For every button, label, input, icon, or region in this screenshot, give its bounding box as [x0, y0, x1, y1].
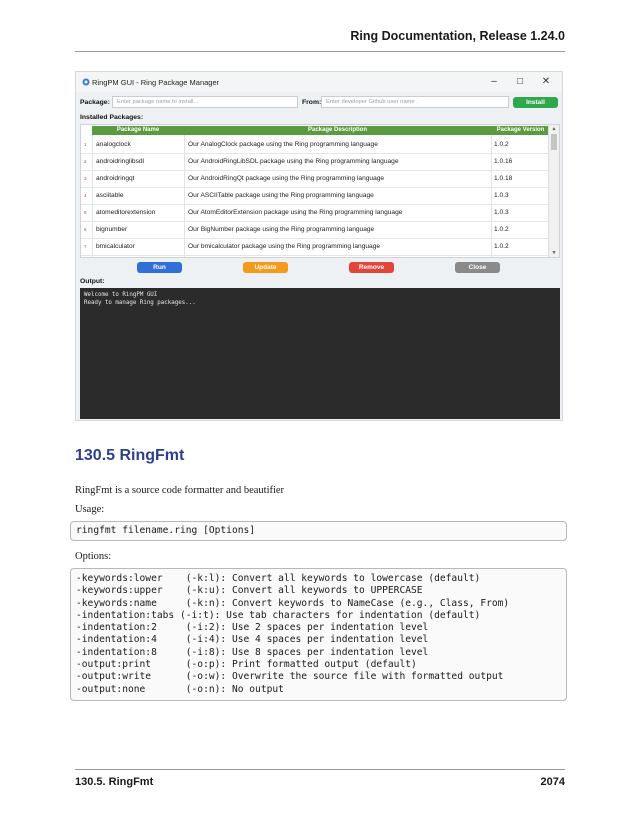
- options-label: Options:: [75, 551, 112, 562]
- package-name: androidringqt: [96, 175, 135, 182]
- options-code-block: [70, 568, 567, 701]
- code-line: -keywords:upper (-k:u): Convert all keywords to UPPERCASE: [76, 585, 423, 597]
- code-line: -keywords:lower (-k:l): Convert all keywords to lowercase (default): [76, 573, 481, 584]
- install-button[interactable]: Install: [513, 97, 558, 108]
- row-number: 2: [84, 159, 87, 164]
- table-scrollbar[interactable]: [548, 125, 559, 257]
- maximize-icon[interactable]: □: [516, 76, 524, 87]
- col-package-description[interactable]: Package Description: [307, 127, 368, 133]
- package-version: 1.0.2: [494, 243, 509, 250]
- scroll-up-icon[interactable]: ▲: [551, 126, 557, 132]
- row-number: 1: [84, 142, 87, 147]
- package-version: 1.0.18: [494, 175, 513, 182]
- remove-button[interactable]: Remove: [349, 262, 394, 273]
- close-button[interactable]: Close: [455, 262, 500, 273]
- package-description: Our AnalogClock package using the Ring programming language: [188, 141, 378, 148]
- code-line: -indentation:8 (-i:8): Use 8 spaces per indentation level: [76, 646, 429, 658]
- col-package-version[interactable]: Package Version: [496, 127, 545, 133]
- row-number: 5: [84, 210, 87, 215]
- header-title: Ring Documentation, Release 1.24.0: [350, 29, 565, 43]
- code-line: -output:write (-o:w): Overwrite the source file with formatted output: [76, 671, 504, 683]
- package-name: atomeditorextension: [96, 209, 156, 216]
- page-footer: [75, 769, 565, 788]
- section-heading: 130.5 RingFmt: [75, 447, 185, 464]
- package-description: Our AndroidRingLibSDL package using the Ring programming language: [188, 158, 399, 165]
- table-header: [92, 126, 550, 135]
- table-row[interactable]: [81, 238, 550, 256]
- close-window-icon[interactable]: ✕: [541, 76, 551, 87]
- window-title: RingPM GUI - Ring Package Manager: [92, 78, 220, 87]
- title-bar: [76, 72, 562, 92]
- table-row[interactable]: [81, 170, 550, 188]
- package-name: bmicalculator: [96, 243, 135, 250]
- scroll-down-icon[interactable]: ▼: [551, 250, 557, 256]
- console-line: Ready to manage Ring packages...: [84, 300, 196, 306]
- package-description: Our ASCIITable package using the Ring programming language: [188, 192, 374, 199]
- code-line: ringfmt filename.ring [Options]: [76, 525, 256, 536]
- intro-text: RingFmt is a source code formatter and beautifier: [75, 485, 285, 496]
- code-line: -indentation:tabs (-i:t): Use tab characters for indentation (default): [76, 609, 481, 621]
- page-number: 2074: [540, 776, 565, 788]
- code-line: -keywords:name (-k:n): Convert keywords to NameCase (e.g., Class, From): [76, 597, 510, 609]
- app-icon: [82, 78, 90, 86]
- package-version: 1.0.2: [494, 226, 509, 233]
- installed-packages-label: Installed Packages:: [80, 114, 144, 121]
- package-name: asciitable: [96, 192, 124, 199]
- code-line: -indentation:2 (-i:2): Use 2 spaces per indentation level: [76, 622, 429, 634]
- package-name: androidringlibsdl: [96, 158, 145, 165]
- minimize-icon[interactable]: –: [491, 76, 497, 87]
- code-line: -output:none (-o:n): No output: [76, 683, 284, 695]
- package-description: Our bmicalculator package using the Ring programming language: [188, 243, 381, 250]
- row-number: 3: [84, 176, 87, 181]
- table-row[interactable]: [81, 204, 550, 222]
- from-label: From:: [302, 99, 322, 106]
- package-description: Our AndroidRingQt package using the Ring programming language: [188, 175, 385, 182]
- col-package-name[interactable]: Package Name: [116, 127, 160, 133]
- package-version: 1.0.3: [494, 192, 509, 199]
- table-row[interactable]: [81, 221, 550, 239]
- output-label: Output:: [80, 278, 105, 285]
- page-header: [75, 29, 565, 52]
- usage-code-block: [70, 521, 567, 541]
- code-line: -indentation:4 (-i:4): Use 4 spaces per indentation level: [76, 634, 429, 646]
- footer-section: 130.5. RingFmt: [75, 776, 154, 788]
- package-description: Our AtomEditorExtension package using the Ring programming language: [188, 209, 403, 216]
- table-row[interactable]: [81, 136, 550, 154]
- ringpm-window: [75, 71, 563, 421]
- package-name: analogclock: [96, 141, 131, 148]
- console-line: Welcome to RingPM GUI: [84, 292, 158, 298]
- usage-label: Usage:: [75, 504, 105, 515]
- from-input[interactable]: Enter developer Github user name .: [321, 96, 509, 108]
- package-name: bignumber: [96, 226, 128, 233]
- table-row[interactable]: [81, 153, 550, 171]
- row-number: 7: [84, 244, 87, 249]
- output-console[interactable]: [80, 288, 560, 419]
- row-number: 6: [84, 227, 87, 232]
- package-description: Our BigNumber package using the Ring programming language: [188, 226, 375, 233]
- package-input[interactable]: Enter package name to install...: [112, 96, 298, 108]
- packages-table: [80, 124, 560, 258]
- scroll-thumb[interactable]: [551, 134, 557, 150]
- row-number: 4: [84, 193, 87, 198]
- package-version: 1.0.16: [494, 158, 513, 165]
- package-label: Package:: [80, 99, 110, 106]
- code-line: -output:print (-o:p): Print formatted output (default): [76, 659, 417, 671]
- table-row[interactable]: [81, 187, 550, 205]
- package-version: 1.0.2: [494, 141, 509, 148]
- update-button[interactable]: Update: [243, 262, 288, 273]
- run-button[interactable]: Run: [137, 262, 182, 273]
- package-version: 1.0.3: [494, 209, 509, 216]
